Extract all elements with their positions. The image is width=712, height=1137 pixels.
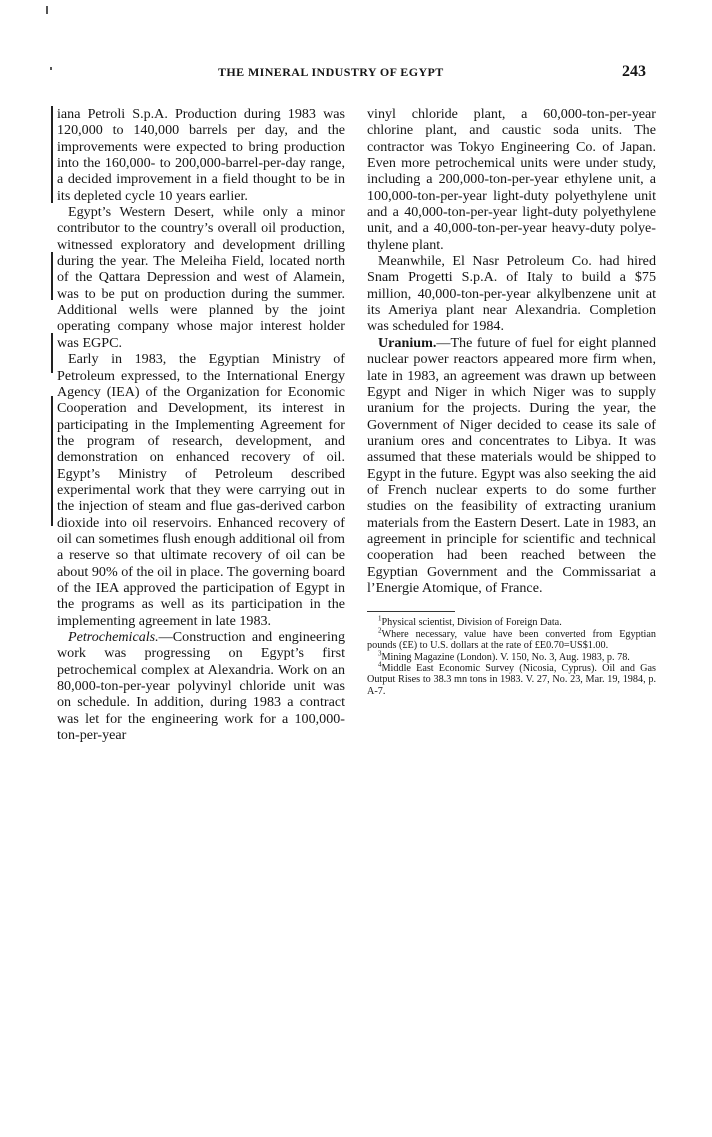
left-column	[57, 106, 345, 743]
footnote-text: Where necessary, value have been converted from Egyptian pounds (£E) to U.S. dollars at the rate of £E0.70=US$1.00.	[367, 628, 656, 652]
footnote	[367, 614, 656, 629]
footnote	[367, 660, 656, 697]
body-paragraph	[367, 335, 656, 597]
section-body: —The future of fuel for eight planned nuclear power reactors appeared more firm when, late in 1983, an agreement was drawn up between Egypt and Niger in which Niger was to supply uranium for the projects. During the year, the Government of Niger decided to cease its sale of uranium ores and concentrates to Libya. It was assumed that these materials would be shipped to Egypt in the future. Egypt was also seeking the aid of French nuclear experts to do some further studies on the feasibility of extracting uranium materials from the Eastern Desert. Late in 1983, an agreement in principle for scientific and technical cooperation had been reached between the Egyptian Government and the Commissariat a l’Energie Atomique, of France.	[367, 334, 656, 596]
footnote-divider	[367, 611, 455, 612]
running-header-title: THE MINERAL INDUSTRY OF EGYPT	[218, 65, 444, 79]
body-paragraph: iana Petroli S.p.A. Production during 1983 was 120,000 to 140,000 barrels per day, and the improvements were expected to bring production into the 160,000- to 200,000-barrel-per-day range, a decided improvement in a field thought to be in its depleted cycle 10 years earlier.	[57, 106, 345, 204]
margin-change-bar	[51, 106, 53, 203]
footnote-text: Middle East Economic Survey (Nicosia, Cyprus). Oil and Gas Output Rises to 38.3 mn tons in 1983. V. 27, No. 23, Mar. 19, 1984, p. A-7.	[367, 662, 656, 697]
scan-speck	[50, 67, 52, 70]
margin-change-bar	[51, 252, 53, 300]
footnote-mark: 3	[378, 649, 382, 658]
footnote	[367, 626, 656, 652]
body-paragraph: vinyl chloride plant, a 60,000-ton-per-year chlorine plant, and caustic soda units. The contractor was Tokyo Engineering Co. of Japan. Even more petrochemical units were under study, including a 200,000-ton-per-year ethylene unit, a 100,000-ton-per-year light-duty polyethylene unit and a 40,000-ton-per-year light-duty polyethylene unit, and a 40,000-ton-per-year heavy-duty polyethylene plant.	[367, 106, 656, 253]
footnote-text: Physical scientist, Division of Foreign Data.	[381, 617, 562, 629]
footnote	[367, 649, 656, 663]
footnote-mark: 4	[378, 660, 382, 669]
scan-speck	[46, 6, 48, 14]
page-number: 243	[622, 63, 646, 80]
footnotes	[367, 614, 656, 697]
footnote-text: Mining Magazine (London). V. 150, No. 3, Aug. 1983, p. 78.	[381, 651, 630, 663]
body-paragraph: Early in 1983, the Egyptian Ministry of Petroleum expressed, to the International Energy Agency (IEA) of the Organization for Economic Cooperation and Development, its interest in participating in the Implementing Agreement for the program of research, development, and demonstration on enhanced recovery of oil. Egypt’s Ministry of Petroleum described experimental work that they were carrying out in the injection of steam and flue gas-derived carbon dioxide into oil reservoirs. Enhanced recovery of oil can sometimes flush enough additional oil from a reserve so that ultimate recovery of oil can be about 90% of the oil in place. The governing board of the IEA approved the participation of Egypt in the programs as well as its participation in the implementing agreement in late 1983.	[57, 351, 345, 629]
right-column	[367, 106, 656, 697]
footnote-mark: 2	[378, 626, 382, 635]
body-paragraph	[57, 629, 345, 743]
margin-change-bar	[51, 396, 53, 526]
margin-change-bar	[51, 333, 53, 373]
body-paragraph: Meanwhile, El Nasr Petroleum Co. had hired Snam Progetti S.p.A. of Italy to build a $75 million, 40,000-ton-per-year alkylbenzene unit at its Ameriya plant near Alexandria. Completion was scheduled for 1984.	[367, 253, 656, 335]
section-heading-petrochemicals: Petrochemicals.	[68, 629, 159, 645]
section-body: —Construction and engineering work was progressing on Egypt’s first petrochemical complex at Alexandria. Work on an 80,000-ton-per-year polyvinyl chloride unit was on schedule. In addition, during 1983 a contract was let for the engineering work for a 100,000-ton-per-year	[57, 629, 345, 744]
section-heading-uranium: Uranium.	[378, 334, 437, 351]
body-paragraph: Egypt’s Western Desert, while only a minor contributor to the country’s overall oil production, witnessed exploratory and development drilling during the year. The Meleiha Field, located north of the Qattara Depression and west of Alamein, was to be put on production during the summer. Additional wells were planned by the joint operating company whose major interest holder was EGPC.	[57, 204, 345, 351]
footnote-mark: 1	[378, 614, 382, 623]
